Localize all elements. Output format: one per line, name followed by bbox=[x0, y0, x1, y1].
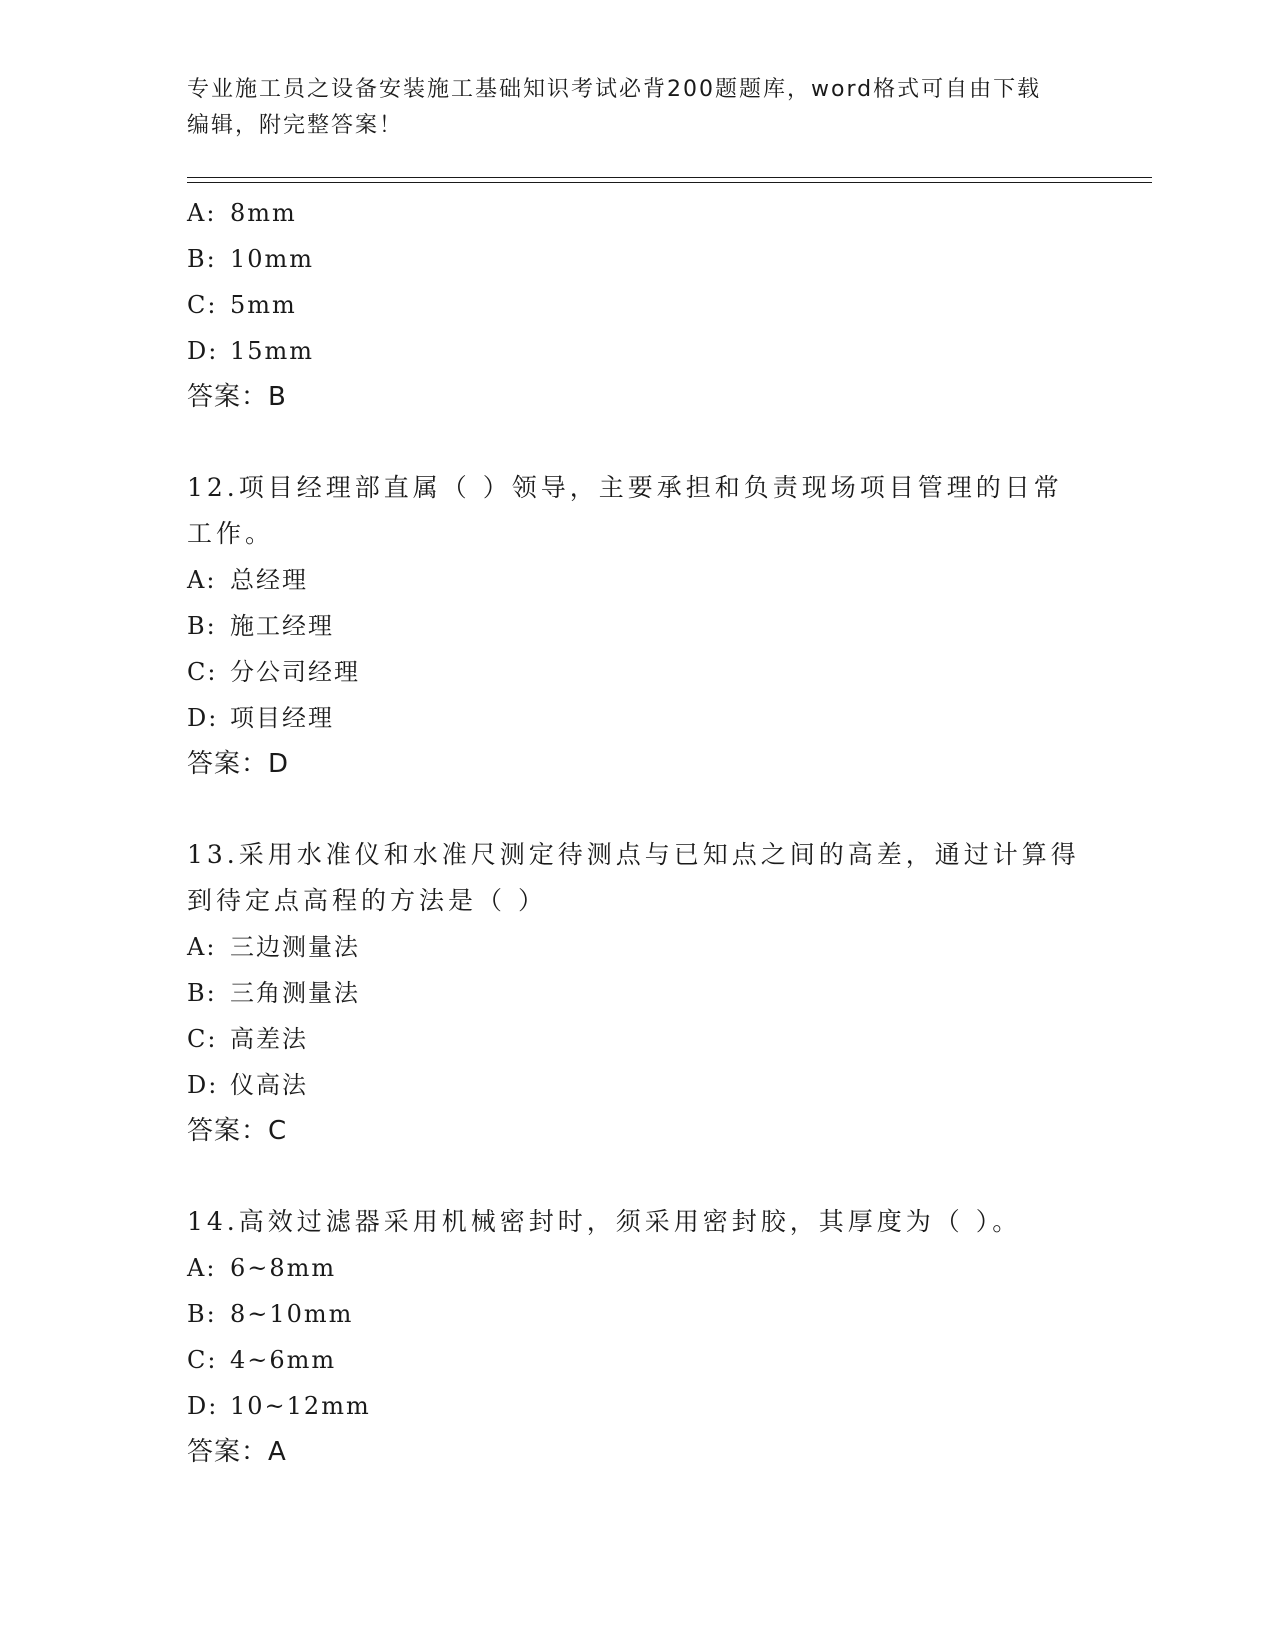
question-text: 13.采用水准仪和水准尺测定待测点与已知点之间的高差，通过计算得 到待定点高程的方法是（ ） bbox=[187, 840, 1080, 915]
document-header bbox=[187, 72, 1087, 144]
question-11 bbox=[187, 190, 1087, 420]
option-d: D: 15mm bbox=[187, 337, 315, 365]
option-c: C: 高差法 bbox=[187, 1025, 308, 1053]
answer-line: 答案：A bbox=[187, 1437, 287, 1467]
answer-line: 答案：B bbox=[187, 382, 287, 412]
header-line-2: 编辑，附完整答案！ bbox=[187, 113, 404, 138]
option-d: D: 10~12mm bbox=[187, 1392, 371, 1420]
question-13 bbox=[187, 832, 1087, 1154]
option-c: C: 分公司经理 bbox=[187, 658, 360, 686]
question-text: 12.项目经理部直属（ ）领导，主要承担和负责现场项目管理的日常 工作。 bbox=[187, 473, 1063, 548]
header-divider-top bbox=[187, 177, 1152, 178]
option-b: B: 10mm bbox=[187, 245, 315, 273]
option-a: A: 三边测量法 bbox=[187, 933, 360, 961]
question-text: 14.高效过滤器采用机械密封时，须采用密封胶，其厚度为（ ）。 bbox=[187, 1207, 1022, 1236]
option-d: D: 项目经理 bbox=[187, 704, 334, 732]
answer-line: 答案：D bbox=[187, 749, 290, 779]
option-a: A: 总经理 bbox=[187, 566, 308, 594]
option-a: A: 6~8mm bbox=[187, 1254, 337, 1282]
question-14 bbox=[187, 1199, 1087, 1475]
header-line-1: 专业施工员之设备安装施工基础知识考试必背200题题库，word格式可自由下载 bbox=[187, 77, 1042, 102]
option-a: A: 8mm bbox=[187, 199, 297, 227]
header-divider-bottom bbox=[187, 182, 1152, 183]
option-c: C: 4~6mm bbox=[187, 1346, 337, 1374]
answer-line: 答案：C bbox=[187, 1116, 288, 1146]
option-b: B: 三角测量法 bbox=[187, 979, 360, 1007]
option-b: B: 8~10mm bbox=[187, 1300, 354, 1328]
option-b: B: 施工经理 bbox=[187, 612, 334, 640]
option-c: C: 5mm bbox=[187, 291, 297, 319]
question-content bbox=[187, 190, 1087, 1475]
option-d: D: 仪高法 bbox=[187, 1071, 308, 1099]
question-12 bbox=[187, 465, 1087, 787]
